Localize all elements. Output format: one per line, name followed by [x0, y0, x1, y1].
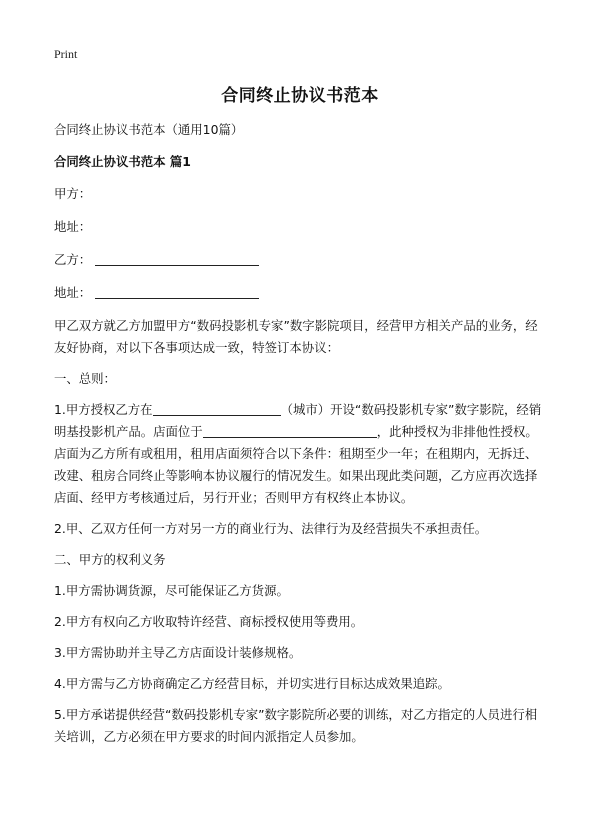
rights-item: 3.甲方需协助并主导乙方店面设计装修规格。 — [54, 645, 302, 660]
store-address-blank-line — [203, 423, 377, 438]
rights-heading: 二、甲方的权利义务 — [54, 552, 166, 567]
document-title: 合同终止协议书范本 — [221, 86, 379, 106]
section-title: 合同终止协议书范本 篇1 — [54, 154, 191, 169]
document-subtitle: 合同终止协议书范本（通用10篇） — [54, 122, 244, 137]
address-1-label: 地址： — [54, 219, 92, 234]
address-1-field — [54, 216, 546, 238]
address-2-blank-line — [95, 284, 259, 299]
party-a-field — [54, 183, 546, 205]
general-heading: 一、总则： — [54, 371, 116, 386]
party-b-field — [54, 249, 546, 271]
clause-1-part-3: ，此种授权为非排他性授权。店面为乙方所有或租用，租用店面须符合以下条件：租期至少一年；在租期内，无拆迁、改建、租房合同终止等影响本协议履行的情况发生。如果出现此类问题，乙方应再次选择店面、经甲方考核通过后，另行开业；否则甲方有权终止本协议。 — [54, 424, 538, 505]
party-b-blank-line — [95, 251, 259, 266]
party-b-label: 乙方： — [54, 252, 92, 267]
rights-item: 2.甲方有权向乙方收取特许经营、商标授权使用等费用。 — [54, 614, 364, 629]
clause-1 — [54, 399, 546, 509]
address-2-label: 地址： — [54, 285, 92, 300]
intro-paragraph: 甲乙双方就乙方加盟甲方“数码投影机专家”数字影院项目，经营甲方相关产品的业务，经友好协商，对以下各事项达成一致，特签订本协议： — [54, 318, 538, 355]
address-2-field — [54, 282, 546, 304]
clause-1-part-2: （城市）开设“数码投影机专家”数字影院，经销明基投影机产品。店面位于 — [54, 402, 542, 439]
party-a-label: 甲方： — [54, 186, 92, 201]
rights-item: 4.甲方需与乙方协商确定乙方经营目标，并切实进行目标达成效果追踪。 — [54, 676, 450, 691]
city-blank-line — [153, 401, 281, 416]
rights-item: 1.甲方需协调货源，尽可能保证乙方货源。 — [54, 583, 289, 598]
rights-item: 5.甲方承诺提供经营“数码投影机专家”数字影院所必要的训练，对乙方指定的人员进行相关培训，乙方必须在甲方要求的时间内派指定人员参加。 — [54, 707, 538, 744]
clause-1-part-1: 1.甲方授权乙方在 — [54, 402, 153, 417]
print-link[interactable]: Print — [54, 47, 78, 61]
clause-2: 2.甲、乙双方任何一方对另一方的商业行为、法律行为及经营损失不承担责任。 — [54, 521, 488, 536]
document-body — [54, 119, 546, 757]
